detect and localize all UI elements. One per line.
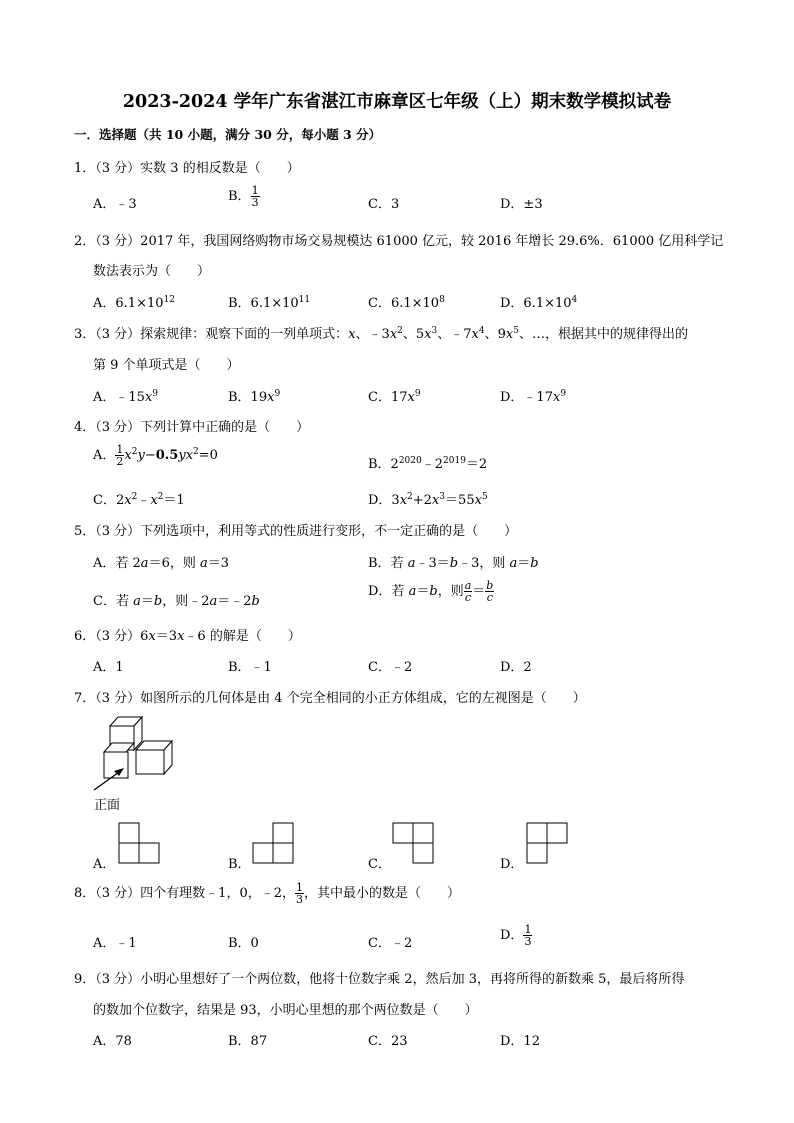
q3-option-d: D．$﹣17x^9$ (500, 389, 567, 405)
q1-option-a: A．﹣3 (93, 197, 137, 212)
question-2-cont: 数法表示为（ ） (93, 264, 211, 279)
q3-option-c: C．$17x^9$ (368, 389, 421, 405)
question-4-stem: 4．（3 分）下列计算中正确的是（ ） (74, 420, 310, 435)
question-9-cont: 的数加个位数字，结果是 93，小明心里想的那个两位数是（ ） (93, 1003, 478, 1018)
question-3-stem: 3．（3 分）探索规律：观察下面的一列单项式：x、$﹣3x^2$、$5x^3$、$﹣7x^4$、$9x^5$、…，根据其中的规律得出的 (74, 326, 688, 342)
q3-option-a: A．$﹣15x^9$ (93, 389, 159, 405)
q6-option-a: A．1 (93, 660, 124, 675)
q1-option-b: B． $\frac{1}{3}$ (228, 184, 259, 209)
q9-option-b: B．87 (228, 1034, 268, 1049)
q8-option-b: B．0 (228, 936, 259, 951)
cube-solid-figure (92, 712, 182, 792)
q9-option-a: A．78 (93, 1034, 132, 1049)
question-2-stem: 2．（3 分）2017 年，我国网络购物市场交易规模达 61000 亿元，较 2016 年增长 29.6%．61000 亿用科学记 (74, 234, 724, 249)
q7-option-c: C． (368, 857, 391, 872)
q2-option-d: D．$6.1\times 10^4$ (500, 295, 578, 311)
q2-option-a: A．$6.1\times 10^{12}$ (93, 295, 175, 311)
q2-option-b: B．$6.1\times 10^{11}$ (228, 295, 311, 311)
q7-option-d: D． (500, 857, 524, 872)
q8-option-d: D． $\frac{1}{3}$ (500, 923, 532, 948)
q6-option-c: C．﹣2 (368, 660, 413, 675)
q5-option-a: A．若 2a＝6，则 a＝3 (93, 556, 230, 571)
q7-option-b: B． (228, 857, 251, 872)
q7-option-b-figure (252, 822, 296, 866)
question-1-stem: 1．（3 分）实数 3 的相反数是（ ） (74, 161, 300, 176)
page-title: 2023-2024 学年广东省湛江市麻章区七年级（上）期末数学模拟试卷 (122, 92, 672, 112)
q5-option-d: D．若 a＝b，则 $\frac{a}{c}$ ＝ $\frac{b}{c}$ (368, 579, 494, 604)
q9-option-c: C．23 (368, 1034, 408, 1049)
q1-option-d: D．±3 (500, 197, 543, 212)
q5-option-c: C．若 a＝b，则﹣2a＝﹣2b (93, 594, 260, 609)
q4-option-a: A． $\frac{1}{2}$ $x^2y-0.5yx^2=0$ (93, 443, 218, 468)
section-heading: 一．选择题（共 10 小题，满分 30 分，每小题 3 分） (74, 127, 382, 142)
q5-option-b: B．若 a﹣3＝b﹣3，则 a＝b (368, 556, 539, 571)
q8-option-a: A．﹣1 (93, 936, 137, 951)
q7-option-d-figure (526, 822, 570, 866)
q1-option-c: C．3 (368, 197, 400, 212)
q9-option-d: D．12 (500, 1034, 540, 1049)
q3-option-b: B．$19x^9$ (228, 389, 281, 405)
q2-option-c: C．$6.1\times 10^8$ (368, 295, 445, 311)
q4-option-c: C．$2x^2﹣x^2=1$ (93, 492, 185, 508)
question-9-stem: 9．（3 分）小明心里想好了一个两位数，他将十位数字乘 2，然后加 3，再将所得的新数乘 5，最后将所得 (74, 972, 685, 987)
question-6-stem: 6．（3 分）6x＝3x﹣6 的解是（ ） (74, 629, 301, 644)
q4-option-d: D．$3x^2+2x^3=55x^5$ (368, 492, 488, 508)
q7-option-a: A． (93, 857, 116, 872)
q4-option-b: B．$2^{2020}﹣2^{2019}=2$ (368, 456, 488, 472)
q6-option-d: D．2 (500, 660, 532, 675)
front-view-label: 正面 (94, 798, 121, 813)
q6-option-b: B．﹣1 (228, 660, 272, 675)
q7-option-c-figure (392, 822, 436, 866)
question-7-stem: 7．（3 分）如图所示的几何体是由 4 个完全相同的小正方体组成，它的左视图是（ ） (74, 691, 586, 706)
q7-option-a-figure (118, 822, 162, 866)
question-8-stem: 8．（3 分）四个有理数﹣1，0，﹣2， $\frac{1}{3}$ ，其中最小的数是（ ） (74, 881, 461, 906)
q8-option-c: C．﹣2 (368, 936, 413, 951)
question-3-cont: 第 9 个单项式是（ ） (93, 358, 240, 373)
question-5-stem: 5．（3 分）下列选项中，利用等式的性质进行变形，不一定正确的是（ ） (74, 524, 518, 539)
